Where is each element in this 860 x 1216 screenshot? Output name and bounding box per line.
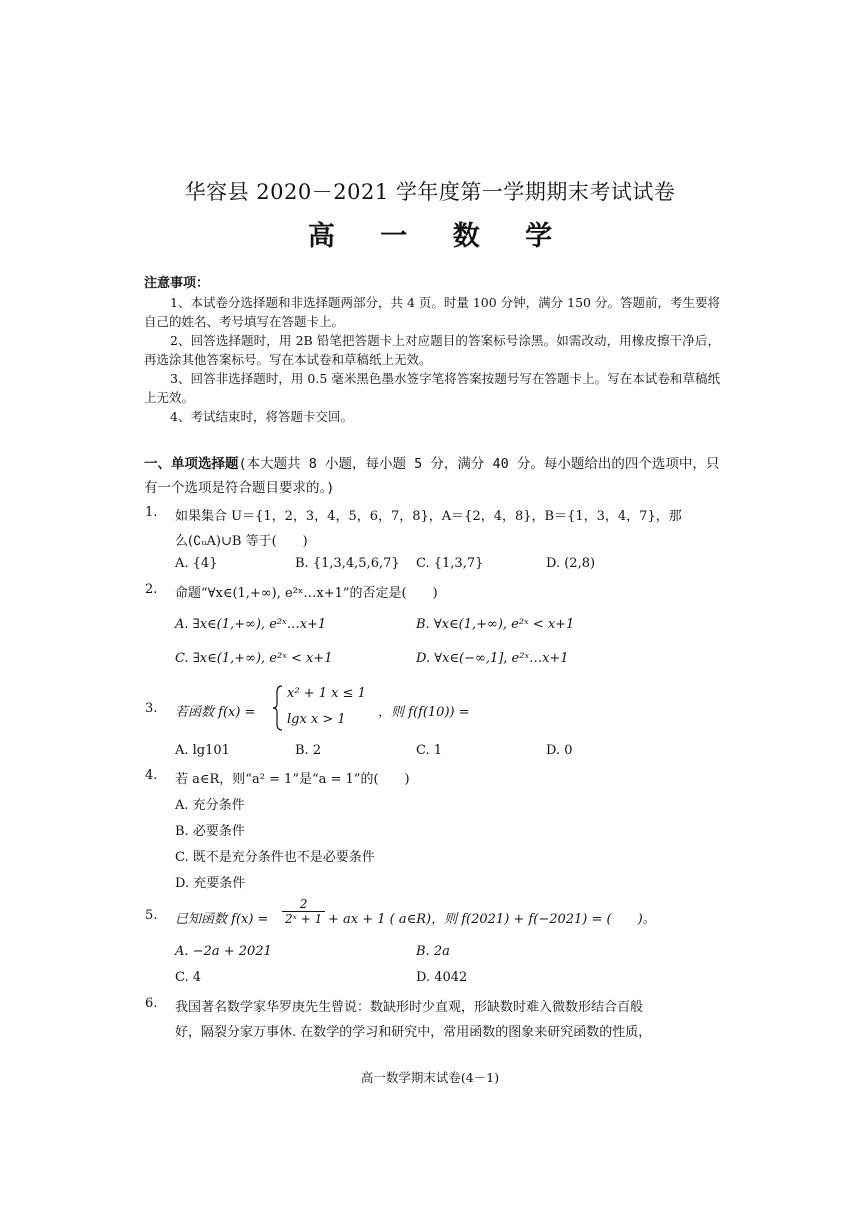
q2-option-b: B. ∀x∈(1,+∞), e²ˣ < x+1 — [416, 617, 575, 632]
q2-option-a: A. ∃x∈(1,+∞), e²ˣ…x+1 — [175, 617, 327, 632]
notice-text-4: 4、考试结束时，将答题卡交回。 — [170, 409, 353, 424]
q3-option-b: B. 2 — [295, 743, 322, 758]
q2-number: 2. — [145, 582, 158, 597]
q4-text: 若 a∈R，则“a² = 1”是“a = 1”的( ) — [175, 772, 410, 787]
q1-option-c: C. {1,3,7} — [416, 556, 484, 571]
q1-option-d: D. (2,8) — [546, 556, 596, 571]
q3-case-1: x² + 1 x ≤ 1 — [287, 686, 366, 701]
exam-subject: 高 一 数 学 — [307, 221, 571, 252]
q3-case-2: lgx x > 1 — [287, 712, 346, 727]
notice-heading: 注意事项： — [144, 276, 210, 291]
q6-line1: 我国著名数学家华罗庚先生曾说：数缺形时少直观，形缺数时难入微数形结合百般 — [175, 1000, 644, 1015]
q5-suffix: + ax + 1 ( a∈R)，则 f(2021) + f(−2021) = ( )。 — [328, 912, 656, 927]
notice-item-1 — [144, 293, 720, 331]
q3-suffix: ，则 f(f(10)) = — [378, 705, 470, 720]
q3-option-a: A. lg101 — [175, 743, 230, 758]
q3-option-d: D. 0 — [546, 743, 573, 758]
q2-text: 命题“∀x∈(1,+∞), e²ˣ…x+1”的否定是( ) — [175, 586, 438, 601]
q5-option-b: B. 2a — [416, 944, 450, 959]
q5-prefix: 已知函数 f(x) = — [175, 912, 269, 927]
notice-item-2 — [144, 331, 720, 369]
page-footer: 高一数学期末试卷(4－1) — [360, 1070, 500, 1085]
q6-line2: 好，隔裂分家万事休. 在数学的学习和研究中，常用函数的图象来研究函数的性质， — [175, 1025, 652, 1040]
notice-item-4 — [144, 407, 720, 426]
q5-option-a: A. −2a + 2021 — [175, 944, 272, 959]
q5-frac-denominator: 2ˣ + 1 — [285, 912, 323, 926]
q3-brace-icon — [272, 684, 284, 732]
q2-option-c: C. ∃x∈(1,+∞), e²ˣ < x+1 — [175, 651, 333, 666]
q3-option-c: C. 1 — [416, 743, 443, 758]
q4-number: 4. — [145, 768, 158, 783]
q3-prefix: 若函数 f(x) = — [175, 705, 256, 720]
q5-frac-numerator: 2 — [282, 897, 325, 912]
q1-option-b: B. {1,3,4,5,6,7} — [295, 556, 400, 571]
q1-line1: 如果集合 U＝{1，2，3，4，5，6，7，8}，A＝{2，4，8}，B＝{1，3，4，7}，那 — [175, 509, 682, 524]
section-1-heading: 一、单项选择题 — [144, 456, 239, 472]
notice-text-3: 3、回答非选择题时，用 0.5 毫米黑色墨水签字笔将答案按题号写在答题卡上。写在本试卷和草稿纸上无效。 — [144, 371, 720, 405]
q5-fraction — [282, 897, 325, 926]
q5-number: 5. — [145, 908, 158, 923]
q1-number: 1. — [145, 505, 158, 520]
q4-option-d: D. 充要条件 — [175, 876, 246, 891]
notice-item-3 — [144, 369, 720, 407]
q1-line2: 么(∁ᵤA)∪B 等于( ) — [175, 534, 308, 549]
notice-text-2: 2、回答选择题时，用 2B 铅笔把答题卡上对应题目的答案标号涂黑。如需改动，用橡皮擦干净后，再选涂其他答案标号。写在本试卷和草稿纸上无效。 — [144, 333, 720, 367]
q5-option-d: D. 4042 — [416, 970, 468, 985]
section-1-header — [144, 452, 724, 500]
q4-option-a: A. 充分条件 — [175, 798, 245, 813]
q5-option-c: C. 4 — [175, 970, 202, 985]
q3-number: 3. — [145, 701, 158, 716]
notice-text-1: 1、本试卷分选择题和非选择题两部分，共 4 页。时量 100 分钟，满分 150 分。答题前，考生要将自己的姓名、考号填写在答题卡上。 — [144, 295, 720, 329]
section-1-desc: (本大题共 8 小题，每小题 5 分，满分 40 分。每小题给出的四个选项中，只有一个选项是符合题目要求的。) — [144, 456, 720, 496]
q6-number: 6. — [145, 996, 158, 1011]
q4-option-b: B. 必要条件 — [175, 824, 245, 839]
q4-option-c: C. 既不是充分条件也不是必要条件 — [175, 850, 375, 865]
exam-title: 华容县 2020－2021 学年度第一学期期末考试试卷 — [184, 180, 676, 204]
q1-option-a: A. {4} — [175, 556, 218, 571]
q2-option-d: D. ∀x∈(−∞,1], e²ˣ…x+1 — [416, 651, 569, 666]
